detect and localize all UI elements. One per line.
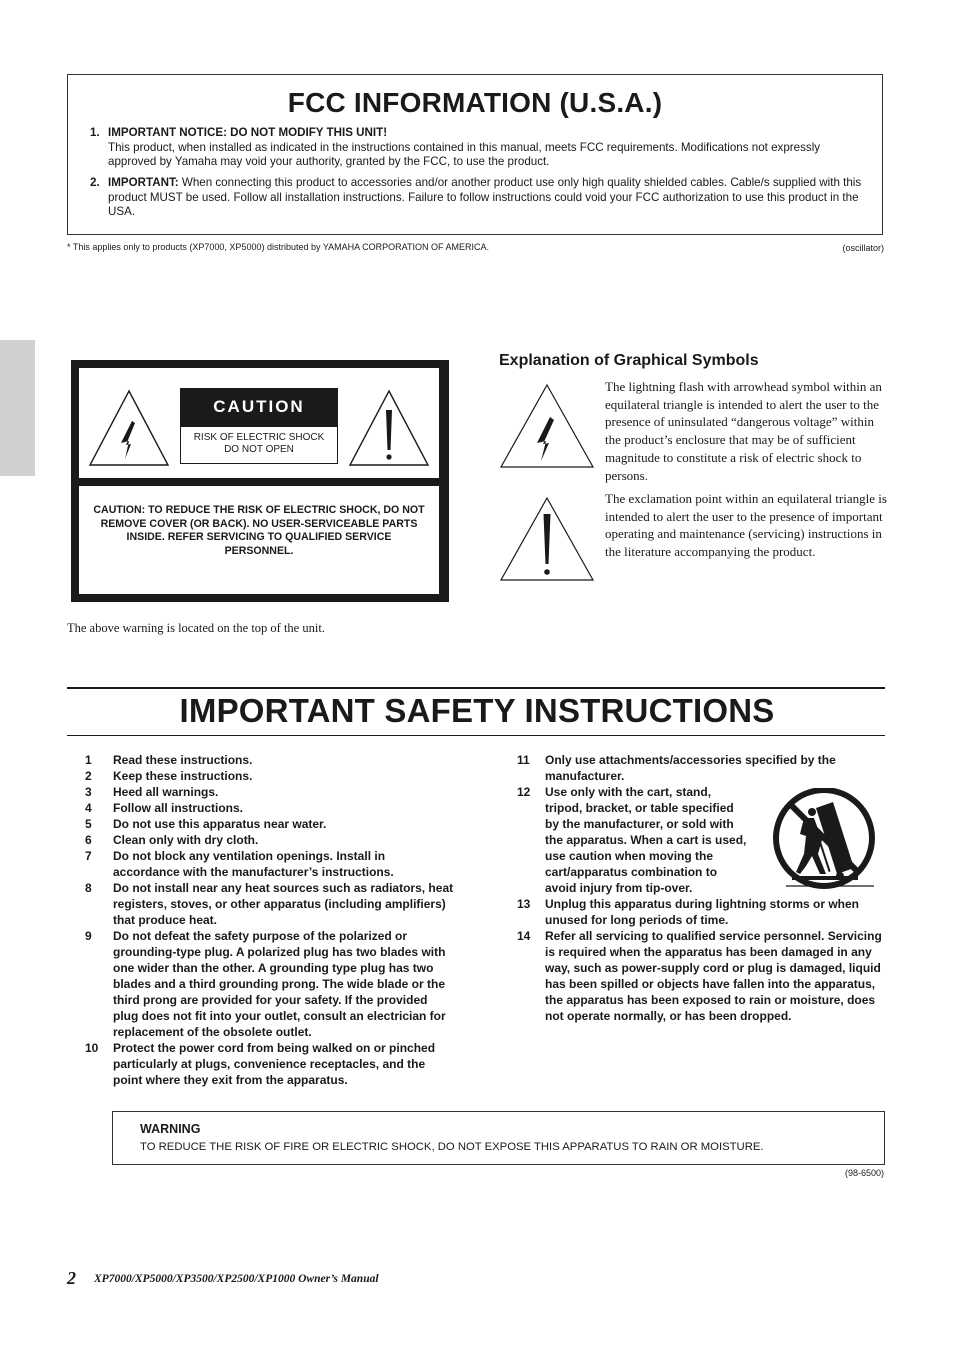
fcc-code: (oscillator) (842, 243, 884, 253)
fcc-item (90, 126, 862, 170)
fcc-item-text: This product, when installed as indicated in the instructions contained in this manual, meets FCC requirements. Modifications not expressly approved by Yamaha may void your authority, granted by the FCC, to use the product. (108, 140, 821, 169)
list-item (85, 928, 455, 1040)
fcc-footnote: * This applies only to products (XP7000, XP5000) distributed by YAMAHA CORPORATION OF AMERICA. (67, 242, 490, 252)
item-text: Do not defeat the safety purpose of the polarized or grounding-type plug. A polarized plug has two blades with one wider than the other. A grounding type plug has two blades and a third grounding prong. The wide blade or the third prong are provided for your safety. If the provided plug does not fit into your outlet, consult an electrician for replacement of the obsolete outlet. (113, 929, 446, 1039)
exclamation-symbol-text: The exclamation point within an equilateral triangle is intended to alert the user to the presence of important operating and maintenance (servicing) instructions in the literature accompanying the product. (605, 491, 887, 560)
list-item (85, 784, 455, 800)
warning-title: WARNING (140, 1122, 201, 1136)
item-text: Refer all servicing to qualified service personnel. Servicing is required when the apparatus has been damaged in any way, such as power-supply cord or plug is damaged, liquid has been spilled or objects have fallen into the apparatus, the apparatus has been exposed to rain or moisture, does not operate normally, or has been dropped. (545, 929, 882, 1023)
list-item (85, 752, 455, 768)
item-text: Do not use this apparatus near water. (113, 817, 327, 831)
list-item (517, 896, 887, 928)
list-item (85, 768, 455, 784)
item-number: 1 (85, 753, 92, 767)
item-text: Heed all warnings. (113, 785, 219, 799)
item-text: Use only with the cart, stand, tripod, bracket, or table specified by the manufacturer, or sold with the apparatus. When a cart is used, use caution when moving the cart/apparatus combination to avoid injury from tip-over. (545, 785, 747, 895)
caution-label-upper (79, 368, 439, 478)
list-item (85, 1040, 455, 1088)
item-text: Unplug this apparatus during lightning storms or when unused for long periods of time. (545, 897, 859, 927)
caution-label (71, 360, 449, 602)
warning-location-note: The above warning is located on the top of the unit. (67, 621, 325, 635)
item-number: 11 (517, 753, 530, 767)
lightning-triangle-icon (499, 383, 595, 469)
item-text: Do not block any ventilation openings. Install in accordance with the manufacturer’s instructions. (113, 849, 394, 879)
item-number: 13 (517, 897, 531, 911)
item-text: Protect the power cord from being walked on or pinched particularly at plugs, convenience receptacles, and the point where they exit from the apparatus. (113, 1041, 436, 1087)
item-number: 3 (85, 785, 92, 799)
list-item (517, 928, 887, 1024)
caution-subtext (180, 426, 338, 464)
divider (67, 735, 885, 736)
item-number: 2 (85, 769, 92, 783)
fcc-item-text: When connecting this product to accessories and/or another product use only high quality shielded cables. Cable/s supplied with this product MUST be used. Follow all installation instructions. Failure to follow instructions could void your FCC authorization to use this product in the USA. (108, 176, 862, 219)
list-item (517, 752, 887, 784)
cart-tip-over-warning-icon (770, 788, 880, 892)
item-number: 10 (85, 1041, 99, 1055)
item-text: Only use attachments/accessories specified by the manufacturer. (545, 753, 836, 783)
item-number: 4 (85, 801, 92, 815)
divider (67, 687, 885, 689)
fcc-box (67, 74, 883, 235)
lightning-symbol-text: The lightning flash with arrowhead symbol within an equilateral triangle is intended to alert the user to the presence of uninsulated “dangerous voltage” within the product’s enclosure that may be of sufficient magnitude to constitute a risk of electric shock to persons. (605, 379, 882, 483)
list-item (85, 800, 455, 816)
item-number: 14 (517, 929, 531, 943)
item-number: 7 (85, 849, 92, 863)
symbols-title: Explanation of Graphical Symbols (499, 352, 759, 369)
list-item (85, 848, 455, 880)
item-number: 6 (85, 833, 92, 847)
caution-text: CAUTION: TO REDUCE THE RISK OF ELECTRIC SHOCK, DO NOT REMOVE COVER (OR BACK). NO USER-SERVICEABLE PARTS INSIDE. REFER SERVICING TO QUALIFIED SERVICE PERSONNEL. (93, 504, 425, 557)
item-number: 12 (517, 785, 531, 799)
item-text: Clean only with dry cloth. (113, 833, 259, 847)
caution-subtext-line: RISK OF ELECTRIC SHOCK (193, 432, 325, 443)
fcc-item-heading: IMPORTANT: (108, 176, 179, 189)
fcc-title: FCC INFORMATION (U.S.A.) (287, 87, 663, 118)
item-number: 8 (85, 881, 92, 895)
warning-code: (98-6500) (844, 1168, 884, 1178)
safety-list-left (85, 752, 455, 1088)
caution-label-lower (79, 486, 439, 594)
item-number: 5 (85, 817, 92, 831)
fcc-item-number: 2. (90, 176, 100, 189)
item-text: Do not install near any heat sources such as radiators, heat registers, stoves, or other apparatus (including amplifiers) that produce heat. (113, 881, 454, 927)
item-text: Keep these instructions. (113, 769, 253, 783)
list-item (85, 880, 455, 928)
lightning-triangle-icon (87, 388, 171, 468)
item-number: 9 (85, 929, 92, 943)
fcc-item-heading: IMPORTANT NOTICE: DO NOT MODIFY THIS UNIT! (108, 126, 388, 139)
safety-title: IMPORTANT SAFETY INSTRUCTIONS (179, 692, 775, 729)
caution-subtext-line: DO NOT OPEN (224, 444, 294, 455)
page-number: 2 (67, 1268, 76, 1288)
item-text: Read these instructions. (113, 753, 253, 767)
fcc-item-number: 1. (90, 126, 100, 139)
side-tab (0, 340, 35, 476)
exclamation-triangle-icon (347, 388, 431, 468)
list-item (85, 832, 455, 848)
manual-name: XP7000/XP5000/XP3500/XP2500/XP1000 Owner’s Manual (94, 1273, 379, 1285)
caution-heading: CAUTION (180, 388, 338, 426)
exclamation-triangle-icon (499, 496, 595, 582)
item-text: Follow all instructions. (113, 801, 244, 815)
warning-box (112, 1111, 885, 1165)
list-item (85, 816, 455, 832)
fcc-item (90, 176, 862, 220)
warning-text: TO REDUCE THE RISK OF FIRE OR ELECTRIC SHOCK, DO NOT EXPOSE THIS APPARATUS TO RAIN OR MOISTURE. (140, 1141, 764, 1153)
